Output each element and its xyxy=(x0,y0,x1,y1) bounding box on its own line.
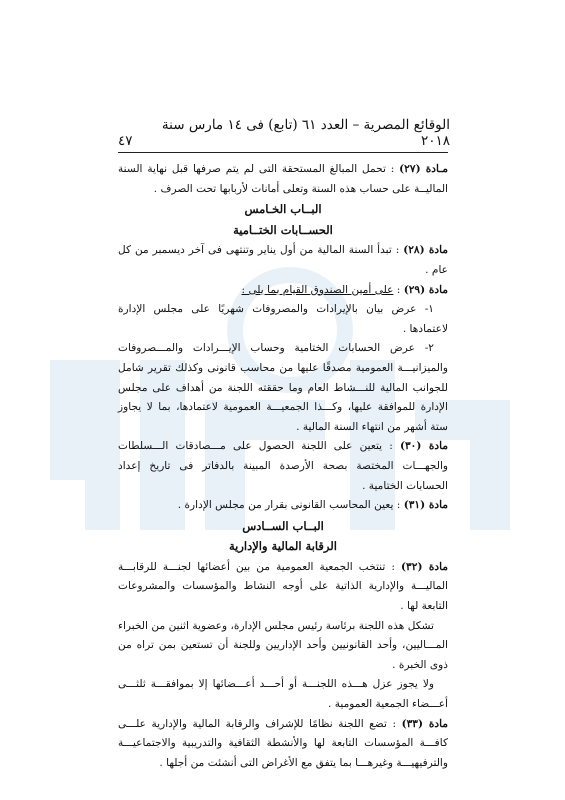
article-label: مادة (٢٨) xyxy=(403,244,448,257)
page-header xyxy=(118,117,450,149)
article-label: مادة (٣٣) xyxy=(401,717,448,730)
article-29-item-1: ١- عرض بيان بالإيرادات والمصروفات شهريًا على مجلس الإدارة لاعتمادها . xyxy=(118,303,448,335)
article-text: : يتعين على اللجنة الحصول على مـــصادقات الـــسلطات والجهـــات المختصة بصحة الأرصدة المبينة بالدفاتر فى تاريخ إعداد الحسابات الختامية . xyxy=(118,440,448,492)
article-text: : تحمل المبالغ المستحقة التى لم يتم صرفها قبل نهاية السنة الماليــة على حساب هذه السنة وتعلى أمانات لأربابها تحت الصرف . xyxy=(118,163,448,195)
article-29-item-2: ٢- عرض الحسابات الختامية وحساب الإيـــرادات والمـــصروفات والميزانيـــة العمومية مصدقًا عليها من محاسب قانونى وكذلك تقرير شامل للجوانب المالية للنـــشاط العام وما حققته اللجنة من أهداف على مجلس الإدارة للموافقة عليها، وكـــذا الجمعيـــة العمومية لاعتمادها، بما لا يجاوز ستة أشهر من انتهاء السنة المالية . xyxy=(118,342,448,433)
article-label: مادة (٢٩) xyxy=(403,283,448,296)
article-label: مادة (٣٠) xyxy=(399,440,448,453)
section-heading: الحســابات الختــامية xyxy=(233,222,333,237)
article-label: مـادة (٢٧) xyxy=(399,163,448,175)
article-29 xyxy=(118,281,448,301)
chapter-heading: البــاب الســادس xyxy=(242,518,324,533)
article-30 xyxy=(118,437,448,496)
article-text: : تضع اللجنة نظامًا للإشراف والرقابة المالية والإدارية علـــى كافـــة المؤسسات التابعة لها والأنشطة الثقافية والتدريبية والاجتماعيـــة والترفيهيـــة وغيرهـــا بما يتفق مع الأغراض التى أنشئت من أجلها . xyxy=(118,717,448,769)
document-body xyxy=(118,160,448,773)
section-heading: الرقابة المالية والإدارية xyxy=(229,539,337,554)
article-32-paragraph-2: تشكل هذه اللجنة برئاسة رئيس مجلس الإدارة، وعضوية اثنين من الخبراء المـــاليين، وأحد القانونيين وأحد الإداريين وللجنة أن تستعين بمن تراه من ذوى الخبرة . xyxy=(118,619,448,671)
article-27 xyxy=(118,160,448,199)
article-text: على أمين الصندوق القيام بما يلى : xyxy=(241,283,394,296)
article-32-paragraph-3: ولا يجوز عزل هـــذه اللجنـــة أو أحـــد أعـــضائها إلا بموافقـــة ثلثـــى أعـــضاء الجمعية العمومية . xyxy=(118,678,448,711)
article-label: مادة (٣٢) xyxy=(401,560,449,573)
article-separator: : xyxy=(393,283,404,296)
article-text: : يعين المحاسب القانونى بقرار من مجلس الإدارة . xyxy=(177,499,404,512)
article-text: : تبدأ السنة المالية من أول يناير وتنتهى فى آخر ديسمبر من كل عام . xyxy=(118,244,448,276)
article-33 xyxy=(118,715,448,774)
header-title: الوقائع المصرية – العدد ٦١ (تابع) فى ١٤ مارس سنة ٢٠١٨ xyxy=(161,117,450,149)
article-31 xyxy=(118,496,448,516)
chapter-heading: البــاب الخـامس xyxy=(244,202,322,217)
page-number: ٤٧ xyxy=(118,133,133,149)
article-28 xyxy=(118,241,448,280)
article-32 xyxy=(118,558,448,617)
article-label: مادة (٣١) xyxy=(403,499,448,512)
header-divider xyxy=(118,152,448,153)
article-text: : تنتخب الجمعية العمومية من بين أعضائها لجنـــة للرقابـــة الماليـــة والإدارية الذاتية على أوجه النشاط والمؤسسات والمشروعات التابعة لها . xyxy=(118,560,448,613)
